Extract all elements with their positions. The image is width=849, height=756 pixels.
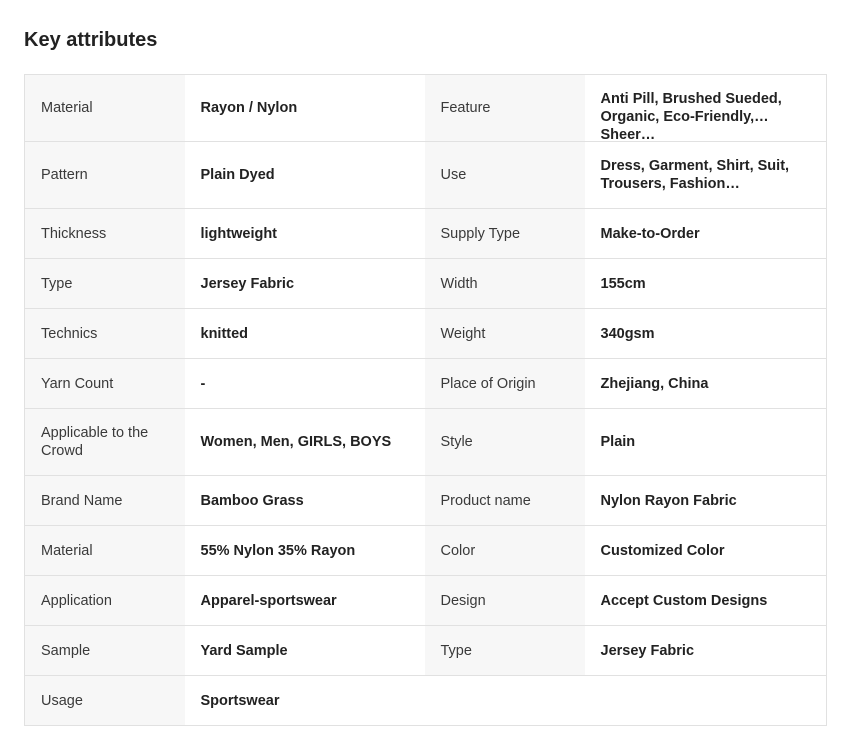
attribute-value: Rayon / Nylon (185, 75, 425, 142)
empty-cell (585, 676, 827, 726)
attribute-key: Width (425, 259, 585, 309)
attribute-key: Material (25, 75, 185, 142)
attribute-key: Use (425, 142, 585, 209)
attribute-value: Accept Custom Designs (585, 576, 827, 626)
attribute-key: Design (425, 576, 585, 626)
attribute-value: Sportswear (185, 676, 425, 726)
table-row (25, 309, 827, 359)
attribute-value: Bamboo Grass (185, 476, 425, 526)
attribute-key: Thickness (25, 209, 185, 259)
attribute-key: Brand Name (25, 476, 185, 526)
attribute-key: Feature (425, 75, 585, 142)
attribute-value: 340gsm (585, 309, 827, 359)
table-row (25, 75, 827, 142)
attribute-key: Color (425, 526, 585, 576)
attribute-key: Style (425, 409, 585, 476)
table-row (25, 526, 827, 576)
attribute-key: Material (25, 526, 185, 576)
attributes-table (24, 74, 827, 726)
table-row (25, 626, 827, 676)
table-row (25, 576, 827, 626)
attribute-key: Applicable to the Crowd (25, 409, 185, 476)
attribute-value: Plain Dyed (185, 142, 425, 209)
attribute-key: Place of Origin (425, 359, 585, 409)
attribute-value: Make-to-Order (585, 209, 827, 259)
attribute-value: lightweight (185, 209, 425, 259)
attribute-key: Application (25, 576, 185, 626)
attribute-key: Product name (425, 476, 585, 526)
attribute-value: Nylon Rayon Fabric (585, 476, 827, 526)
attribute-key: Pattern (25, 142, 185, 209)
attribute-value: 155cm (585, 259, 827, 309)
attribute-value: Plain (585, 409, 827, 476)
attribute-key: Type (425, 626, 585, 676)
attribute-key: Supply Type (425, 209, 585, 259)
section-title: Key attributes (24, 29, 158, 51)
table-row (25, 476, 827, 526)
attribute-value: Jersey Fabric (185, 259, 425, 309)
attribute-value: Apparel-sportswear (185, 576, 425, 626)
table-row (25, 259, 827, 309)
attribute-key: Yarn Count (25, 359, 185, 409)
attribute-key: Weight (425, 309, 585, 359)
table-row (25, 676, 827, 726)
table-row (25, 209, 827, 259)
empty-cell (425, 676, 585, 726)
attribute-value: Yard Sample (185, 626, 425, 676)
attribute-value: knitted (185, 309, 425, 359)
attribute-value: Women, Men, GIRLS, BOYS (185, 409, 425, 476)
attribute-value-text: Anti Pill, Brushed Sueded, Organic, Eco-Friendly, Sheer… (600, 91, 782, 143)
attribute-key: Sample (25, 626, 185, 676)
attribute-value: Zhejiang, China (585, 359, 827, 409)
table-row (25, 142, 827, 209)
attribute-key: Technics (25, 309, 185, 359)
attribute-value: - (185, 359, 425, 409)
attribute-value: 55% Nylon 35% Rayon (185, 526, 425, 576)
attribute-value-text: Dress, Garment, Shirt, Suit, Trousers, Fashion… (600, 158, 790, 192)
attribute-key: Usage (25, 676, 185, 726)
attribute-value: Customized Color (585, 526, 827, 576)
attribute-value (585, 142, 827, 209)
attribute-key: Type (25, 259, 185, 309)
table-row (25, 359, 827, 409)
attribute-value (585, 75, 827, 142)
attribute-value: Jersey Fabric (585, 626, 827, 676)
table-row (25, 409, 827, 476)
